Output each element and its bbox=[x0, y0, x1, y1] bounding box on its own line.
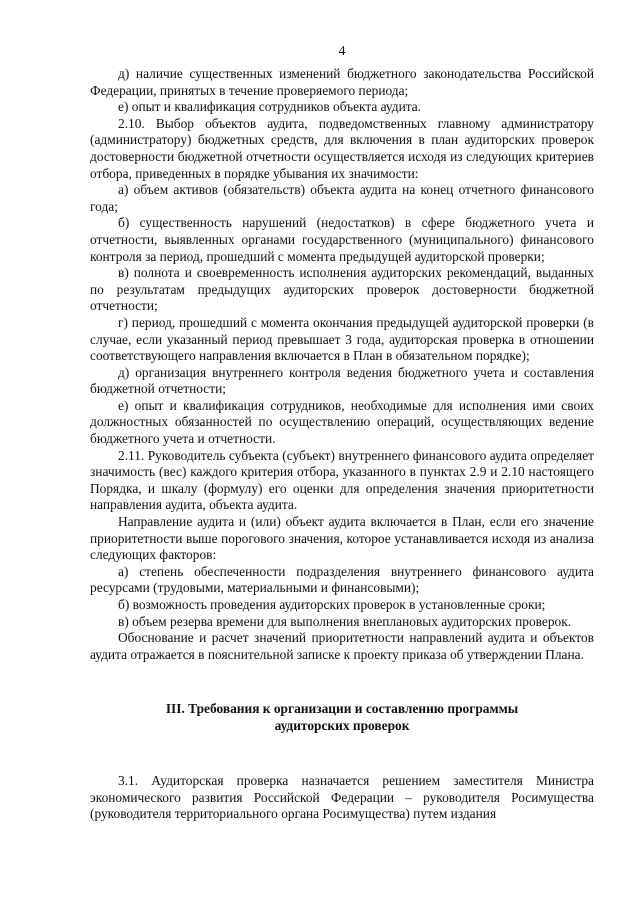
spacer bbox=[90, 663, 594, 701]
paragraph-inclusion-rule: Направление аудита и (или) объект аудита включается в План, если его значение приоритетности выше порогового значения, которое устанавливается исходя из анализа следующих факторов: bbox=[90, 514, 594, 563]
paragraph-2-10-g: г) период, прошедший с момента окончания предыдущей аудиторской проверки (в случае, если указанный период превышает 3 года, аудиторская проверка в отношении соответствующего направления включается в План в обязательном порядке); bbox=[90, 314, 594, 364]
paragraph-2-10-d: д) организация внутреннего контроля ведения бюджетного учета и составления бюджетной отчетности; bbox=[90, 364, 594, 397]
page-number: 4 bbox=[338, 44, 346, 59]
paragraph-2-9-e: е) опыт и квалификация сотрудников объекта аудита. bbox=[118, 99, 422, 115]
paragraph-factor-a: а) степень обеспеченности подразделения внутреннего финансового аудита ресурсами (трудовыми, материальными и финансовыми); bbox=[90, 563, 594, 596]
section-heading bbox=[90, 701, 594, 735]
spacer bbox=[90, 735, 594, 773]
section-heading-line1: III. Требования к организации и составлению программы bbox=[165, 701, 519, 717]
paragraph-2-10-a: а) объем активов (обязательств) объекта аудита на конец отчетного финансового года; bbox=[90, 182, 594, 214]
paragraph-2-10: 2.10. Выбор объектов аудита, подведомственных главному администратору (администратору) бюджетных средств, для включения в план аудиторских проверок достоверности бюджетной отчетности осуществляется исходя из следующих критериев отбора, приведенных в порядке убывания их значимости: bbox=[90, 115, 594, 181]
paragraph-justification: Обоснование и расчет значений приоритетности направлений аудита и объектов аудита отражается в пояснительной записке к проекту приказа об утверждении Плана. bbox=[90, 630, 594, 662]
paragraph-2-10-v: в) полнота и своевременность исполнения аудиторских рекомендаций, выданных по результатам предыдущих аудиторских проверок достоверности бюджетной отчетности; bbox=[90, 265, 594, 314]
paragraph-factor-b: б) возможность проведения аудиторских проверок в установленные сроки; bbox=[118, 597, 546, 612]
paragraph-factor-v: в) объем резерва времени для выполнения внеплановых аудиторских проверок. bbox=[118, 613, 572, 629]
paragraph-3-1: 3.1. Аудиторская проверка назначается решением заместителя Министра экономического развития Российской Федерации – руководителя Росимущества (руководителя территориального органа Росимущества) путем издания bbox=[90, 772, 594, 822]
paragraph-2-10-b: б) существенность нарушений (недостатков) в сфере бюджетного учета и отчетности, выявленных органами государственного (муниципального) финансового контроля за период, прошедший с момента предыдущей аудиторской проверки; bbox=[90, 215, 594, 264]
section-heading-line2: аудиторских проверок bbox=[274, 718, 410, 734]
paragraph-2-10-e: е) опыт и квалификация сотрудников, необходимые для исполнения ими своих должностных обязанностей по осуществлению операций, осуществляющих ведение бюджетного учета и отчетности. bbox=[90, 397, 594, 447]
paragraph-2-9-d: д) наличие существенных изменений бюджетного законодательства Российской Федерации, принятых в течение проверяемого периода; bbox=[90, 66, 594, 98]
paragraph-2-11: 2.11. Руководитель субъекта (субъект) внутреннего финансового аудита определяет значимость (вес) каждого критерия отбора, указанного в пунктах 2.9 и 2.10 настоящего Порядка, и шкалу (формулу) его оценки для определения значения приоритетности направления аудита, объекта аудита. bbox=[90, 447, 594, 513]
